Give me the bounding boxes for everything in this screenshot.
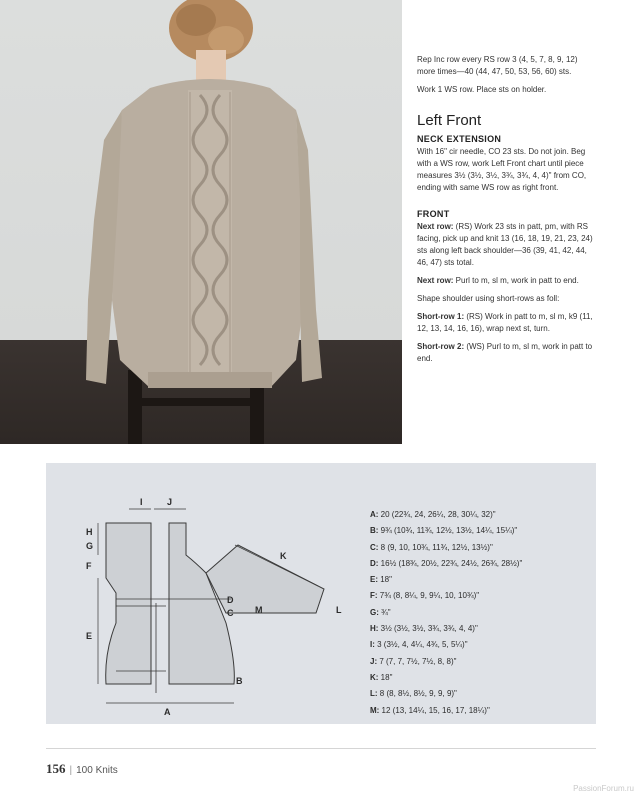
measurement-key: G: <box>370 607 379 617</box>
measurement-row <box>370 523 590 539</box>
measurement-key: F: <box>370 591 378 601</box>
label-g: G <box>86 541 94 551</box>
label-k: K <box>280 551 287 561</box>
measurement-value: 7¾ (8, 8¼, 9, 9¼, 10, 10¾)" <box>377 591 480 601</box>
measurement-value: ¾" <box>378 607 391 617</box>
shape-shoulder-text: Shape shoulder using short-rows as foll: <box>417 294 560 303</box>
measurement-value: 18" <box>378 672 393 682</box>
measurement-value: 9¾ (10¾, 11¾, 12½, 13½, 14¼, 15¼)" <box>378 526 518 536</box>
measurement-key: L: <box>370 689 378 699</box>
measurement-value: 3 (3½, 4, 4¼, 4¾, 5, 5¼)" <box>374 640 468 650</box>
next-row-1-text: (RS) Work 23 sts in patt, pm, with RS facing, pick up and knit 13 (16, 18, 19, 21, 23, 24) sts along left back shoulder—36 (39, 41, 42, 44, 46, 47) sts total. <box>417 222 593 267</box>
label-a: A <box>164 707 171 717</box>
label-h: H <box>86 527 93 537</box>
measurement-value: 8 (8, 8½, 8½, 9, 9, 9)" <box>377 689 457 699</box>
pattern-instructions <box>417 54 593 371</box>
label-j: J <box>167 497 173 507</box>
neck-extension-heading: NECK EXTENSION <box>417 134 502 144</box>
page-footer <box>46 761 118 777</box>
measurement-key: D: <box>370 558 379 568</box>
measurement-row <box>370 507 590 523</box>
instruction-paragraph: Work 1 WS row. Place sts on holder. <box>417 85 547 94</box>
front-heading: FRONT <box>417 209 450 219</box>
schematic-body <box>106 523 151 684</box>
label-b: B <box>236 676 243 686</box>
measurement-value: 7 (7, 7, 7½, 7½, 8, 8)" <box>377 656 457 666</box>
measurement-value: 12 (13, 14¼, 15, 16, 17, 18¼)" <box>379 705 490 715</box>
measurement-row <box>370 670 590 686</box>
footer-separator: | <box>69 765 73 776</box>
short-row-1 <box>417 311 593 335</box>
measurement-row <box>370 556 590 572</box>
measurement-list <box>370 507 590 719</box>
measurement-key: J: <box>370 656 378 666</box>
measurement-key: H: <box>370 624 379 634</box>
label-d: D <box>227 595 234 605</box>
short-row-2-label: Short-row 2: <box>417 342 465 351</box>
measurement-value: 3½ (3½, 3½, 3¾, 3¾, 4, 4)" <box>378 624 478 634</box>
short-row-2-text: (WS) Purl to m, sl m, work in patt to end. <box>417 342 593 363</box>
measurement-row <box>370 605 590 621</box>
instruction-paragraph: Rep Inc row every RS row 3 (4, 5, 7, 8, 9, 12) more times—40 (44, 47, 50, 53, 56, 60) sts. <box>417 55 578 76</box>
label-i: I <box>140 497 143 507</box>
short-row-1-label: Short-row 1: <box>417 312 465 321</box>
measurement-value: 8 (9, 10, 10¾, 11¾, 12½, 13½)" <box>378 542 493 552</box>
watermark: PassionForum.ru <box>573 784 634 793</box>
neck-extension-text: With 16" cir needle, CO 23 sts. Do not join. Beg with a WS row, work Left Front chart until piece measures 3½ (3½, 3½, 3¾, 3¾, 4, 4)" from CO, ending with same WS row as right front. <box>417 147 587 192</box>
measurement-key: I: <box>370 640 375 650</box>
measurement-row <box>370 654 590 670</box>
measurement-key: M: <box>370 705 380 715</box>
label-l: L <box>336 605 342 615</box>
footer-divider <box>46 748 596 749</box>
measurement-value: 18" <box>378 575 392 585</box>
measurement-row <box>370 637 590 653</box>
page-number: 156 <box>46 761 66 776</box>
label-e: E <box>86 631 93 641</box>
measurement-value: 16½ (18¾, 20½, 22¾, 24½, 26¾, 28½)" <box>378 558 523 568</box>
label-f: F <box>86 561 92 571</box>
sweater-illustration <box>0 0 402 444</box>
schematic-sleeve <box>206 545 324 613</box>
next-row-2 <box>417 275 593 287</box>
short-row-2 <box>417 341 593 365</box>
measurement-key: E: <box>370 575 378 585</box>
section-title: Left Front <box>417 112 482 129</box>
sweater-photo <box>0 0 402 444</box>
measurement-row <box>370 572 590 588</box>
next-row-1 <box>417 221 593 269</box>
measurement-key: B: <box>370 526 379 536</box>
next-row-1-label: Next row: <box>417 222 454 231</box>
measurement-key: A: <box>370 510 379 519</box>
next-row-2-text: Purl to m, sl m, work in patt to end. <box>453 276 579 285</box>
measurement-row <box>370 588 590 604</box>
book-title: 100 Knits <box>76 765 118 776</box>
short-row-1-text: (RS) Work in patt to m, sl m, k9 (11, 12, 13, 14, 16, 16), wrap next st, turn. <box>417 312 593 333</box>
measurement-key: C: <box>370 542 379 552</box>
measurement-row <box>370 540 590 556</box>
label-m: M <box>255 605 263 615</box>
measurement-row <box>370 621 590 637</box>
next-row-2-label: Next row: <box>417 276 454 285</box>
label-c: C <box>227 608 234 618</box>
measurement-row <box>370 686 590 702</box>
measurement-key: K: <box>370 672 379 682</box>
measurement-value: 20 (22¾, 24, 26¼, 28, 30¼, 32)" <box>378 510 496 519</box>
measurement-row <box>370 703 590 719</box>
